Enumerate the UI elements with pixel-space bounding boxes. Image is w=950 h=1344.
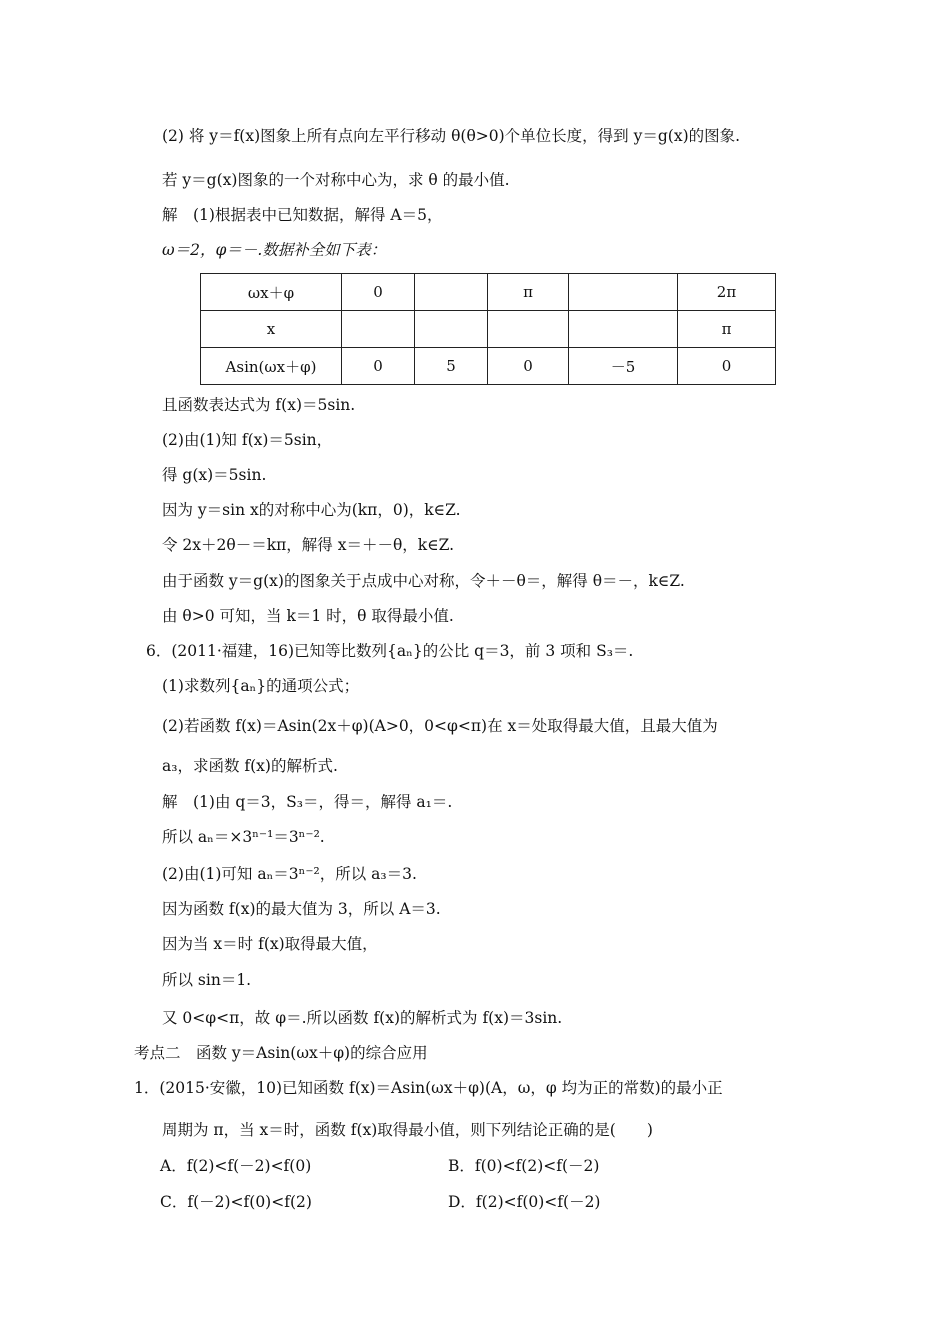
- table-cell: π: [488, 274, 569, 311]
- line-15: 解 (1)由 q＝3，S₃＝，得＝，解得 a₁＝.: [162, 793, 453, 811]
- table-row: [201, 348, 776, 385]
- option-c: C．f(－2)<f(0)<f(2): [160, 1193, 312, 1211]
- table-cell: 0: [342, 274, 415, 311]
- table-cell: π: [678, 311, 776, 348]
- table-cell: [488, 311, 569, 348]
- line-17: (2)由(1)可知 aₙ＝3ⁿ⁻²，所以 a₃＝3.: [162, 865, 417, 883]
- line-4: ω＝2，φ＝－.数据补全如下表：: [162, 241, 387, 259]
- line-6: (2)由(1)知 f(x)＝5sin，: [162, 431, 333, 449]
- line-1: (2) 将 y＝f(x)图象上所有点向左平行移动 θ(θ>0)个单位长度，得到 y＝g(x)的图象.: [162, 127, 741, 145]
- table-cell: Asin(ωx＋φ): [201, 348, 342, 385]
- line-8: 因为 y＝sin x的对称中心为(kπ，0)，k∈Z.: [162, 501, 461, 519]
- option-b: B．f(0)<f(2)<f(－2): [448, 1157, 600, 1175]
- table-cell: 0: [488, 348, 569, 385]
- question-6: 6．(2011·福建，16)已知等比数列{aₙ}的公比 q＝3，前 3 项和 S₃＝.: [146, 642, 634, 660]
- table-cell: [342, 311, 415, 348]
- question-1: 1．(2015·安徽，10)已知函数 f(x)＝Asin(ωx＋φ)(A，ω，φ 均为正的常数)的最小正: [134, 1079, 723, 1097]
- table-cell: x: [201, 311, 342, 348]
- line-19: 因为当 x＝时 f(x)取得最大值，: [162, 935, 378, 953]
- table-cell: 0: [678, 348, 776, 385]
- table-cell: 5: [415, 348, 488, 385]
- line-11: 由 θ>0 可知，当 k＝1 时，θ 取得最小值.: [162, 607, 454, 625]
- table-row: [201, 311, 776, 348]
- table-row: [201, 274, 776, 311]
- table-cell: [569, 274, 678, 311]
- table-cell: 0: [342, 348, 415, 385]
- line-13: (2)若函数 f(x)＝Asin(2x＋φ)(A>0，0<φ<π)在 x＝处取得最大值，且最大值为: [162, 717, 718, 735]
- line-10: 由于函数 y＝g(x)的图象关于点成中心对称，令＋－θ＝，解得 θ＝－，k∈Z.: [162, 572, 685, 590]
- line-2: 若 y＝g(x)图象的一个对称中心为，求 θ 的最小值.: [162, 171, 510, 189]
- line-7: 得 g(x)＝5sin.: [162, 466, 267, 484]
- table-cell: [415, 274, 488, 311]
- table-cell: [415, 311, 488, 348]
- table-cell: 2π: [678, 274, 776, 311]
- option-a: A．f(2)<f(－2)<f(0): [160, 1157, 312, 1175]
- table-cell: [569, 311, 678, 348]
- option-d: D．f(2)<f(0)<f(－2): [448, 1193, 601, 1211]
- line-12: (1)求数列{aₙ}的通项公式；: [162, 677, 360, 695]
- line-24: 周期为 π，当 x＝时，函数 f(x)取得最小值，则下列结论正确的是( ): [162, 1121, 653, 1139]
- line-18: 因为函数 f(x)的最大值为 3，所以 A＝3.: [162, 900, 441, 918]
- table-cell: ωx＋φ: [201, 274, 342, 311]
- line-20: 所以 sin＝1.: [162, 971, 252, 989]
- table-cell: －5: [569, 348, 678, 385]
- line-21: 又 0<φ<π，故 φ＝.所以函数 f(x)的解析式为 f(x)＝3sin.: [162, 1009, 563, 1027]
- section-heading: 考点二 函数 y＝Asin(ωx＋φ)的综合应用: [134, 1044, 428, 1062]
- line-16: 所以 aₙ＝×3ⁿ⁻¹＝3ⁿ⁻².: [162, 828, 325, 846]
- data-table: [200, 273, 776, 385]
- line-9: 令 2x＋2θ－＝kπ，解得 x＝＋－θ，k∈Z.: [162, 536, 455, 554]
- line-5: 且函数表达式为 f(x)＝5sin.: [162, 396, 356, 414]
- line-14: a₃，求函数 f(x)的解析式.: [162, 757, 338, 775]
- line-3: 解 (1)根据表中已知数据，解得 A＝5，: [162, 206, 443, 224]
